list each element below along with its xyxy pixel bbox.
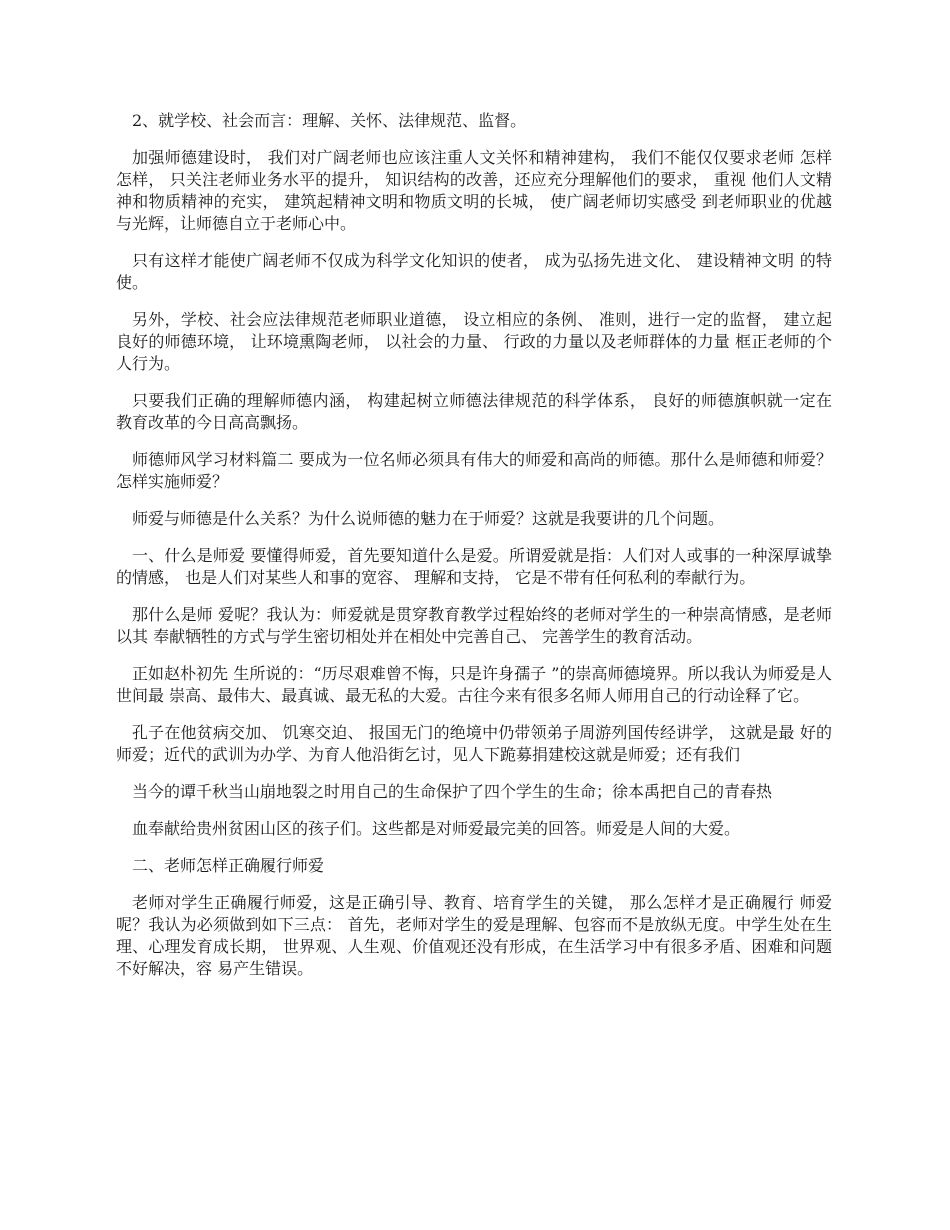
paragraph-xu-benyu: 血奉献给贵州贫困山区的孩子们。这些都是对师爱最完美的回答。师爱是人间的大爱。 (132, 819, 741, 838)
paragraph-article-two-intro: 师德师风学习材料篇二 要成为一位名师必须具有伟大的师爱和高尚的师德。那什么是师德和师爱？怎样实施师爱？ (116, 450, 832, 491)
paragraph-school-society: 2、就学校、社会而言：理解、关怀、法律规范、监督。 (132, 111, 527, 130)
paragraph-three-points: 老师对学生正确履行师爱，这是正确引导、教育、培育学生的关键， 那么怎样才是正确履行 师爱呢？我认为必须做到如下三点： 首先，老师对学生的爱是理解、包容而不是放纵无度。中学生处在生理、心理发育成长期， 世界观、人生观、价值观还没有形成，在生活学习中有很多矛盾、困难和问题不好解决，容 易产生错误。 (116, 893, 832, 978)
paragraph-legal-norms: 另外，学校、社会应法律规范老师职业道德， 设立相应的条例、 准则，进行一定的监督， 建立起良好的师德环境， 让环境熏陶老师， 以社会的力量、 行政的力量以及老师群体的力量 框正老师的个人行为。 (116, 310, 832, 373)
paragraph-humanistic-care: 加强师德建设时， 我们对广阔老师也应该注重人文关怀和精神建构， 我们不能仅仅要求老师 怎样怎样， 只关注老师业务水平的提升， 知识结构的改善，还应充分理解他们的要求， 重视 他们人文精神和物质精神的充实， 建筑起精神文明和物质文明的长城， 使广阔老师切实感受 到老师职业的优越与光辉，让师德自立于老师心中。 (116, 148, 832, 233)
paragraph-zhao-puchu-quote: 正如赵朴初先 生所说的：“历尽艰难曾不悔，只是许身孺子 ”的崇高师德境界。所以我认为师爱是人世间最 崇高、最伟大、最真诚、最无私的大爱。古往今来有很多名师人师用自己的行动诠释了它。 (116, 664, 832, 705)
paragraph-questions: 师爱与师德是什么关系？为什么说师德的魅力在于师爱？这就是我要讲的几个问题。 (132, 509, 725, 528)
paragraph-tan-qianqiu: 当今的谭千秋当山崩地裂之时用自己的生命保护了四个学生的生命；徐本禹把自己的青春热 (132, 782, 773, 801)
paragraph-what-is-love: 一、什么是师爱 要懂得师爱，首先要知道什么是爱。所谓爱就是指：人们对人或事的一种深厚诚挚的情感， 也是人们对某些人和事的宽容、 理解和支持， 它是不带有任何私利的奉献行为。 (116, 546, 832, 587)
paragraph-confucius: 孔子在他贫病交加、 饥寒交迫、 报国无门的绝境中仍带领弟子周游列国传经讲学， 这就是最 好的师爱；近代的武训为办学、为育人他沿街乞讨，见人下跪募捐建校这就是师爱；还有我们 (116, 723, 832, 764)
paragraph-banner: 只要我们正确的理解师德内涵， 构建起树立师德法律规范的科学体系， 良好的师德旗帜就一定在 教育改革的今日高高飘扬。 (116, 391, 832, 432)
paragraph-teacher-love-definition: 那什么是师 爱呢？我认为：师爱就是贯穿教育教学过程始终的老师对学生的一种崇高情感，是老师以其 奉献牺牲的方式与学生密切相处并在相处中完善自己、 完善学生的教育活动。 (116, 605, 832, 646)
section-heading-how-to-practice: 二、老师怎样正确履行师爱 (132, 856, 325, 875)
document-page (116, 110, 832, 995)
paragraph-messenger: 只有这样才能使广阔老师不仅成为科学文化知识的使者， 成为弘扬先进文化、 建设精神文明 的特使。 (116, 251, 832, 292)
